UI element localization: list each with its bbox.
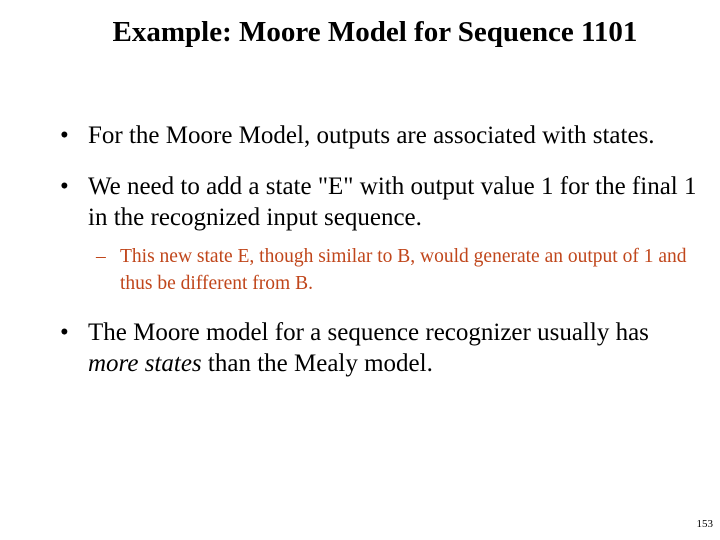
bullet-marker: • [60, 173, 69, 200]
bullet-item [60, 120, 700, 151]
bullet-item [60, 171, 700, 297]
bullet-text: We need to add a state "E" with output value 1 for the final 1 in the recognized input sequence. [88, 173, 697, 231]
sub-bullet-marker: – [96, 246, 106, 267]
bullet-marker: • [60, 319, 69, 346]
bullet-marker: • [60, 122, 69, 149]
page-number: 153 [696, 518, 713, 530]
bullet-text: For the Moore Model, outputs are associated with states. [88, 122, 655, 149]
bullet-text-end: than the Mealy model. [201, 350, 433, 377]
bullet-item [60, 317, 700, 379]
bullet-list [60, 120, 700, 399]
bullet-text-emphasis: more states [88, 350, 202, 377]
bullet-text-start: The Moore model for a sequence recognizer usually has [88, 319, 649, 346]
slide-title: Example: Moore Model for Sequence 1101 [112, 16, 638, 48]
sub-bullet-item [88, 243, 700, 297]
sub-bullet-text: This new state E, though similar to B, would generate an output of 1 and thus be different from B. [120, 246, 687, 294]
